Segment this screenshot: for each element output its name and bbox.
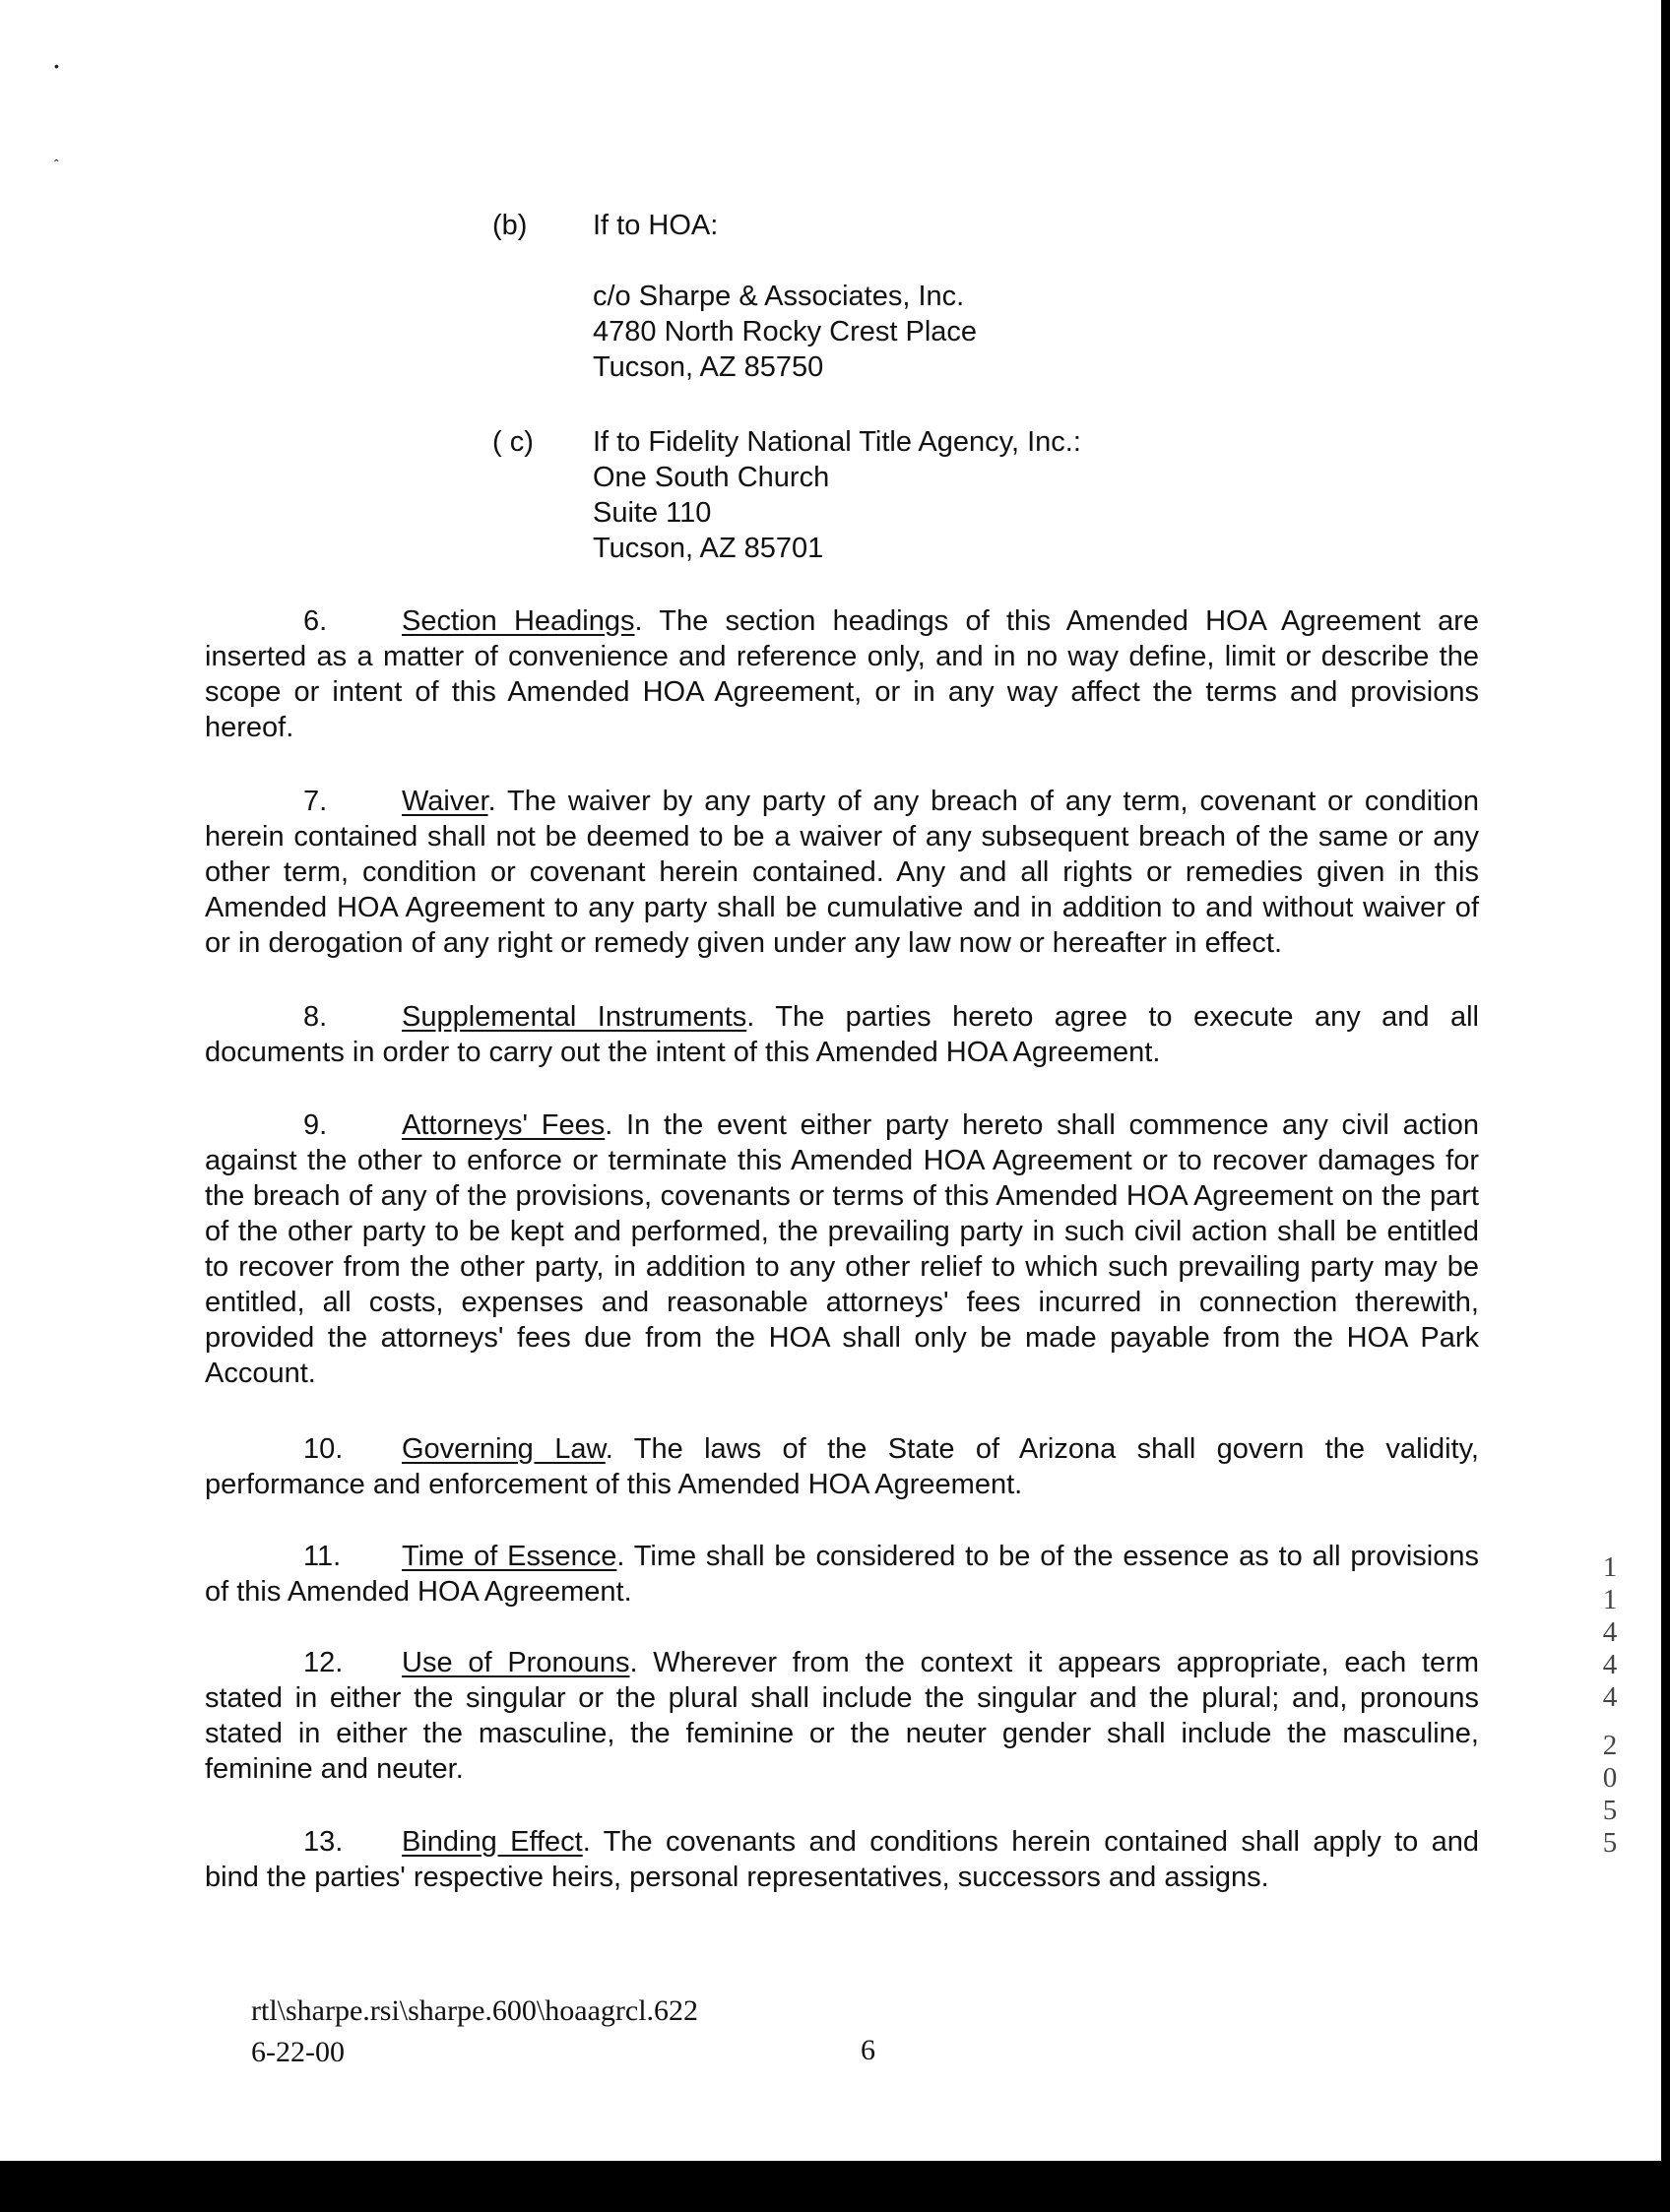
notice-label: (b) — [492, 210, 528, 241]
section-number: 7. — [303, 786, 328, 817]
address-line: c/o Sharpe & Associates, Inc. — [593, 281, 965, 312]
section-heading: Supplemental Instruments — [402, 1001, 747, 1033]
section-text: . In the event either party hereto shall commence any civil action against the other to enforce or terminate this Amended HOA Agreement or to recover damages for the breach of any of the provisions, covenants or terms of this Amended HOA Agreement on the part of the other party to be kept and performed, the prevailing party in such civil action shall be entitled to recover from the other party, in addition to any other relief to which such prevailing party may be entitled, all costs, expenses and reasonable attorneys' fees incurred in connection therewith, provided the attorneys' fees due from the HOA shall only be made payable from the HOA Park Account. — [205, 1109, 1479, 1389]
section-heading: Waiver — [402, 786, 488, 817]
bates-digit: 4 — [1602, 1681, 1618, 1713]
section-text: . The section headings of this Amended HOA Agreement are inserted as a matter of convenience and reference only, and in no way define, limit or describe the scope or intent of this Amended HOA Agreement, or in any way affect the terms and provisions hereof. — [205, 605, 1479, 743]
section-heading: Governing Law — [402, 1433, 606, 1465]
notice-label: ( c) — [492, 426, 534, 458]
address-line: Tucson, AZ 85750 — [593, 351, 824, 383]
section-12 — [205, 1645, 1479, 1787]
bates-digit: 4 — [1602, 1616, 1618, 1648]
section-heading: Attorneys' Fees — [402, 1109, 606, 1141]
section-heading: Binding Effect — [402, 1826, 583, 1858]
bates-digit: 4 — [1602, 1649, 1618, 1680]
section-number: 8. — [303, 1001, 328, 1033]
section-text: . Time shall be considered to be of the essence as to all provisions of this Amended HOA Agreement. — [205, 1541, 1479, 1608]
section-number: 11. — [303, 1541, 342, 1572]
address-line: One South Church — [593, 462, 830, 493]
section-text: . Wherever from the context it appears appropriate, each term stated in either the singular or the plural shall include the singular and the plural; and, pronouns stated in either the masculine, the feminine or the neuter gender shall include the masculine, feminine and neuter. — [205, 1647, 1480, 1785]
section-text: . The parties hereto agree to execute any and all documents in order to carry out the intent of this Amended HOA Agreement. — [205, 1001, 1480, 1068]
bates-stamp — [1595, 1551, 1625, 1860]
address-line: Suite 110 — [593, 497, 712, 529]
notice-heading: If to HOA: — [593, 210, 719, 241]
section-text: . The waiver by any party of any breach of any term, covenant or condition herein contained shall not be deemed to be a waiver of any subsequent breach of the same or any other term, condition or covenant herein contained. Any and all rights or remedies given in this Amended HOA Agreement to any party shall be cumulative and in addition to and without waiver of or in derogation of any right or remedy given under any law now or hereafter in effect. — [205, 786, 1479, 959]
section-10 — [205, 1431, 1479, 1502]
section-heading: Use of Pronouns — [402, 1647, 630, 1678]
footer-date: 6-22-00 — [251, 2036, 345, 2068]
footer-file-path: rtl\sharpe.rsi\sharpe.600\hoaagrcl.622 — [251, 1994, 699, 2027]
section-7 — [205, 784, 1479, 961]
bates-digit: 0 — [1602, 1762, 1618, 1794]
section-heading: Section Headings — [402, 605, 635, 637]
section-11 — [205, 1539, 1479, 1610]
section-number: 6. — [303, 605, 328, 637]
bates-digit: 1 — [1602, 1551, 1618, 1583]
scan-speck: • — [54, 58, 59, 74]
bates-digit: 2 — [1602, 1730, 1618, 1761]
bates-digit: 5 — [1602, 1827, 1618, 1859]
section-number: 9. — [303, 1109, 328, 1141]
address-line: 4780 North Rocky Crest Place — [593, 316, 978, 348]
scan-speck: ˆ — [54, 157, 59, 172]
section-6 — [205, 603, 1479, 745]
section-8 — [205, 999, 1479, 1070]
page-number: 6 — [861, 2034, 875, 2066]
section-text: . The laws of the State of Arizona shall govern the validity, performance and enforcement of this Amended HOA Agreement. — [205, 1433, 1479, 1500]
notice-heading: If to Fidelity National Title Agency, Inc.: — [593, 426, 1081, 458]
address-line: Tucson, AZ 85701 — [593, 533, 824, 564]
section-number: 13. — [303, 1826, 344, 1858]
section-heading: Time of Essence — [402, 1541, 617, 1572]
section-13 — [205, 1824, 1479, 1895]
bates-digit: 1 — [1602, 1584, 1618, 1615]
bates-digit: 5 — [1602, 1795, 1618, 1826]
section-text: . The covenants and conditions herein contained shall apply to and bind the parties' respective heirs, personal representatives, successors and assigns. — [205, 1826, 1480, 1893]
section-9 — [205, 1107, 1479, 1391]
section-number: 12. — [303, 1647, 344, 1678]
section-number: 10. — [303, 1433, 344, 1465]
